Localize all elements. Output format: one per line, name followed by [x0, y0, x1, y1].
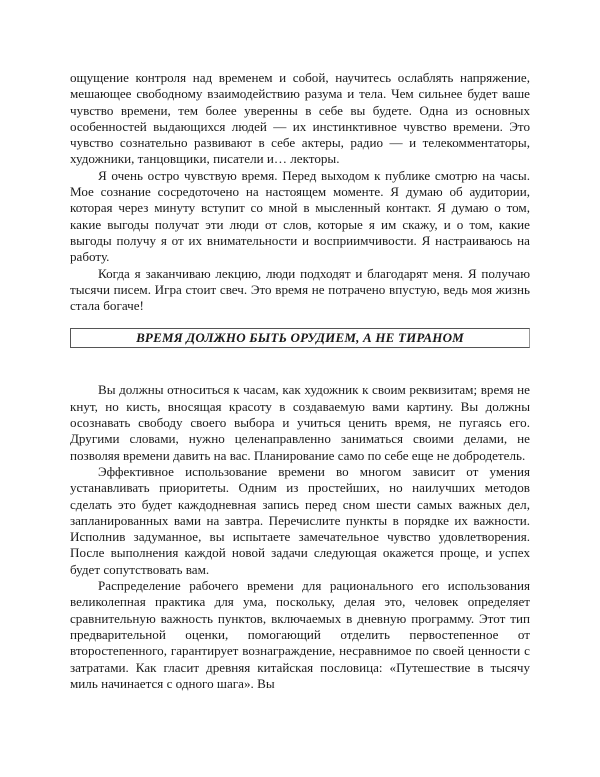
document-page [70, 70, 530, 692]
paragraph-before-3: Когда я заканчиваю лекцию, люди подходят и благодарят меня. Я получаю тысячи писем. Игра стоит свеч. Это время не потрачено впустую, ведь моя жизнь стала богаче! [70, 265, 530, 314]
paragraph-after-1: Вы должны относиться к часам, как художник к своим реквизитам; время не кнут, но кисть, вносящая красоту в создаваемую вами картину. Вы должны осознавать свободу своего выбора и учиться ценить время, не пугаясь его. Другими словами, нужно целенаправленно заниматься своими делами, не позволяя времени давить на вас. Планирование само по себе еще не добродетель. [70, 382, 530, 463]
paragraph-before-2: Я очень остро чувствую время. Перед выходом к публике смотрю на часы. Мое сознание сосредоточено на настоящем моменте. Я думаю об аудитории, которая через минуту вступит со мной в мысленный контакт. Я думаю о том, какие выгоды получат эти люди от слов, которые я им скажу, и о том, какие выгоды получу я от их внимательности и восприимчивости. Я настраиваюсь на работу. [70, 167, 530, 265]
paragraph-before-1: ощущение контроля над временем и собой, научитесь ослаблять напряжение, мешающее свободному взаимодействию разума и тела. Чем сильнее будет ваше чувство времени, тем более уверенны в себе вы будете. Одна из основных особенностей выдающихся людей — их инстинктивное чувство времени. Это чувство сознательно развивают в себе актеры, радио — и телекомментаторы, художники, танцовщики, писатели и… лекторы. [70, 70, 530, 167]
section-heading-box [70, 328, 530, 348]
section-heading: ВРЕМЯ ДОЛЖНО БЫТЬ ОРУДИЕМ, А НЕ ТИРАНОМ [136, 330, 464, 346]
paragraph-after-3: Распределение рабочего времени для рационального его использования великолепная практика для ума, поскольку, делая это, человек определяет сравнительную важность пунктов, включаемых в дневную программу. Этот тип предварительной оценки, помогающий отделить первостепенное от второстепенного, гарантирует вознаграждение, несравнимое по своей ценности с затратами. Как гласит древняя китайская пословица: «Путешествие в тысячу миль начинается с одного шага». Вы [70, 578, 530, 691]
paragraph-after-2: Эффективное использование времени во многом зависит от умения устанавливать приоритеты. Одним из простейших, но наилучших методов сделать это будет каждодневная запись перед сном шести самых важных дел, запланированных вами на завтра. Перечислите пункты в порядке их важности. Исполнив задуманное, вы испытаете замечательное чувство удовлетворения. После выполнения каждой новой задачи следующая окажется проще, и успех будет сопутствовать вам. [70, 463, 530, 577]
